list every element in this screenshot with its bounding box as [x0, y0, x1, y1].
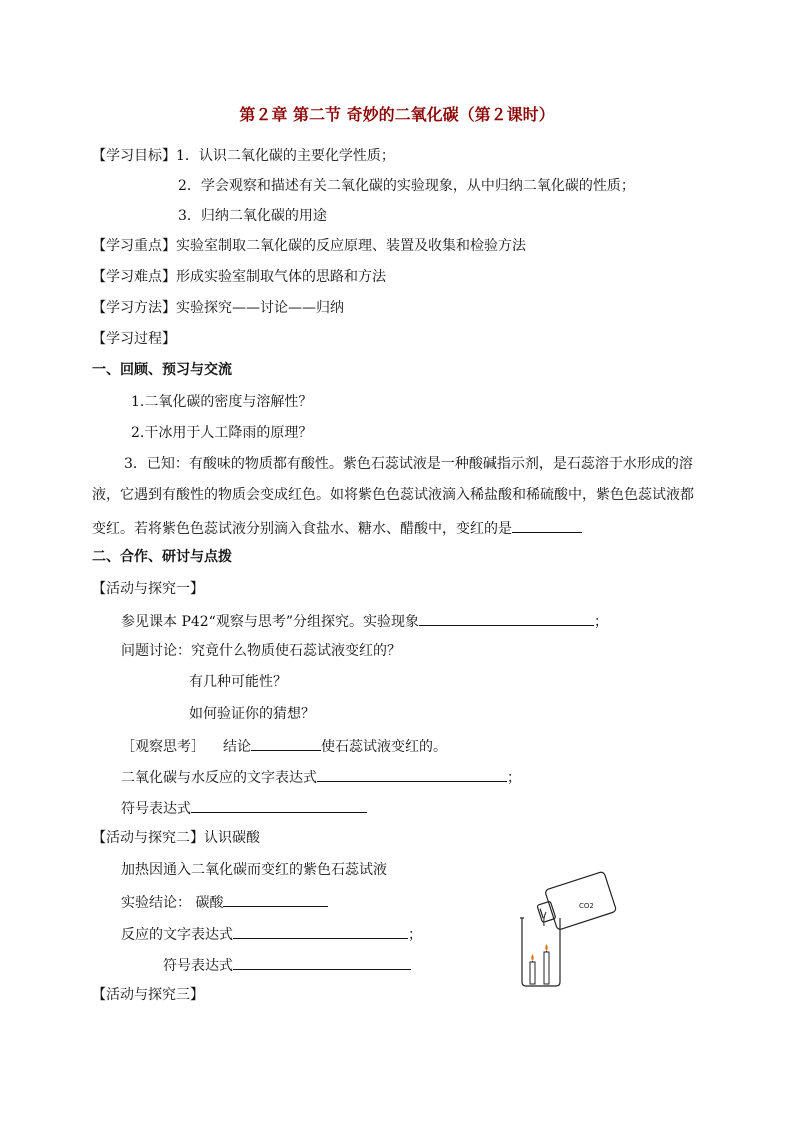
beaker-icon — [520, 918, 560, 986]
symbol-equation-label: 符号表达式 — [163, 958, 233, 974]
activity-2-heat: 加热因通入二氧化碳而变红的紫色石蕊试液 — [121, 862, 387, 878]
discussion-question-2: 有几种可能性？ — [189, 674, 287, 690]
activity-2-title: 认识碳酸 — [204, 830, 260, 846]
discussion-question-3: 如何验证你的猜想？ — [189, 706, 315, 722]
reference-end: ； — [594, 614, 608, 630]
goals-line-1 — [92, 147, 395, 165]
word-equation-label: 反应的文字表达式 — [121, 927, 233, 943]
activity-1-reference — [121, 611, 608, 631]
goal-item: 3．归纳二氧化碳的用途 — [178, 208, 327, 224]
method-text: 实验探究——讨论——归纳 — [176, 300, 344, 316]
carbonic-acid-blank[interactable] — [223, 892, 328, 907]
key-text: 实验室制取二氧化碳的反应原理、装置及收集和检验方法 — [176, 238, 526, 254]
discussion-question: 问题讨论：究竟什么物质使石蕊试液变红的？ — [121, 643, 401, 659]
candles-icon — [530, 944, 549, 984]
question-3-line-2: 液，它遇到有酸性的物质会变成红色。如将紫色色蕊试液滴入稀盐酸和稀硫酸中，紫色色蕊试液都 — [92, 487, 694, 503]
section-heading-1: 一、回顾、预习与交流 — [92, 362, 232, 378]
question-3-text: 变红。若将紫色色蕊试液分别滴入食盐水、糖水、醋酸中，变红的是 — [92, 521, 512, 537]
word-equation-end: ； — [507, 770, 521, 786]
process-label: 【学习过程】 — [92, 331, 176, 347]
key-label: 【学习重点】 — [92, 238, 176, 254]
conclusion-label: 实验结论： 碳酸 — [121, 895, 224, 911]
gas-bottle-icon — [533, 871, 616, 934]
activity-2-label: 【活动与探究二】 — [92, 830, 204, 846]
symbol-equation-label: 符号表达式 — [121, 801, 191, 817]
word-equation-end: ； — [408, 927, 422, 943]
section-heading-2: 二、合作、研讨与点拨 — [92, 549, 232, 565]
co2-pouring-illustration — [510, 862, 620, 992]
answer-blank[interactable] — [512, 518, 582, 533]
activity-2-word-equation — [121, 924, 422, 944]
observe-label: ［观察思考］ — [121, 739, 205, 755]
reference-text: 参见课本 P42“观察与思考”分组探究。实验现象 — [121, 614, 419, 630]
difficulties — [92, 268, 386, 286]
learning-method — [92, 299, 344, 317]
method-label: 【学习方法】 — [92, 300, 176, 316]
word-equation-blank[interactable] — [317, 767, 507, 782]
symbol-equation — [121, 798, 367, 818]
goals-label: 【学习目标】 — [92, 148, 176, 164]
phenomenon-blank[interactable] — [419, 611, 594, 626]
observe-think — [121, 736, 447, 756]
symbol-equation-blank[interactable] — [191, 798, 367, 813]
activity-3-label: 【活动与探究三】 — [92, 987, 204, 1003]
word-equation-blank[interactable] — [233, 924, 408, 939]
activity-2-symbol-equation — [163, 955, 411, 975]
bottle-label: CO2 — [579, 902, 594, 910]
question-1: 1.二氧化碳的密度与溶解性？ — [131, 394, 313, 410]
activity-2-conclusion — [121, 892, 328, 912]
activity-2-heading — [92, 829, 260, 847]
word-equation-label: 二氧化碳与水反应的文字表达式 — [121, 770, 317, 786]
goal-item: 1．认识二氧化碳的主要化学性质； — [176, 148, 395, 164]
word-equation — [121, 767, 521, 787]
conclusion-text: 使石蕊试液变红的。 — [321, 739, 447, 755]
diff-label: 【学习难点】 — [92, 269, 176, 285]
key-points — [92, 237, 526, 255]
question-3-line-3 — [92, 518, 582, 538]
activity-1-label: 【活动与探究一】 — [92, 581, 204, 597]
symbol-equation-blank[interactable] — [233, 955, 411, 970]
page-title: 第２章 第二节 奇妙的二氧化碳（第２课时） — [239, 105, 555, 124]
conclusion-blank[interactable] — [251, 736, 321, 751]
diff-text: 形成实验室制取气体的思路和方法 — [176, 269, 386, 285]
question-3-line-1: 3．已知：有酸味的物质都有酸性。紫色石蕊试液是一种酸碱指示剂，是石蕊溶于水形成的溶 — [124, 456, 693, 472]
goal-item: 2．学会观察和描述有关二氧化碳的实验现象，从中归纳二氧化碳的性质； — [178, 178, 635, 194]
question-2: 2.干冰用于人工降雨的原理？ — [131, 425, 313, 441]
conclusion-label: 结论 — [223, 739, 251, 755]
